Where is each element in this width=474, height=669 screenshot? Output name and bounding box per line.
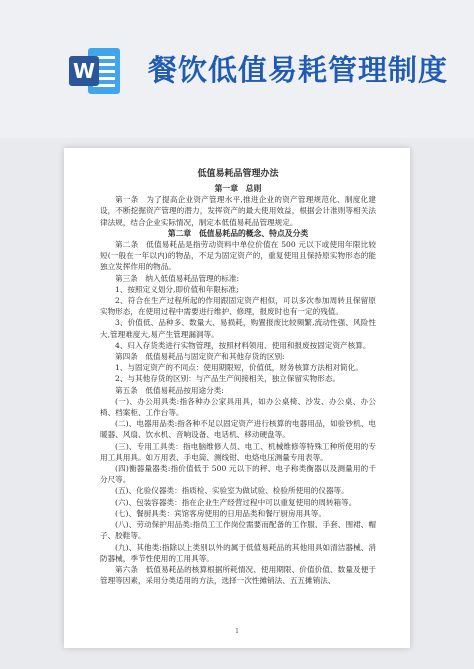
paragraph: 第三条 纳入低值易耗品管理的标准: (115, 273, 240, 283)
paragraph: 第五条 低值易耗品按用途分类: (115, 385, 224, 395)
paragraph: (一)、办公用具类:指各种办公家具用具，如办公桌椅、沙发、办公桌、办公椅、档案柜、工作台等。 (100, 396, 376, 418)
document-body (100, 168, 376, 586)
paragraph: (七)、餐厨具类：宾馆客房使用的日用品类和餐厅厨房用具等。 (115, 508, 326, 518)
document-banner (0, 0, 474, 138)
paragraph: (八)、劳动保护用品类:指员工工作岗位需要而配备的工作服、手套、围裙、帽子、胶鞋等。 (100, 520, 376, 541)
chapter-heading-2: 第二章 低值易耗品的概念、特点及分类 (167, 228, 309, 238)
paragraph: 3、价值低、品种多、数量大、易损耗，购置报废比较频繁,流动性强、风险性大,管理难度大,易产生管理漏洞等。 (100, 318, 376, 339)
document-page (64, 148, 410, 648)
paragraph: 1、按照定义划分,即价值和年限标准; (115, 284, 239, 294)
word-doc-icon (66, 42, 124, 100)
paragraph: 1、与固定资产的不同点：使用期限短，价值低，财务核算方法相对简化。 (115, 363, 363, 373)
chapter-heading-1: 第一章 总则 (214, 184, 262, 193)
paragraph: (五)、化验仪器类：指质检、实验室为做试验、检验所使用的仪器等。 (115, 486, 349, 496)
paragraph: 2、与其他存货的区别：与产品生产间接相关，独立保留实物形态。 (115, 374, 341, 384)
paragraph: 第四条 低值易耗品与固定资产和其他存货的区别: (115, 352, 285, 362)
paragraph: (四)衡器量器类:指价值低于 500 元以下的秤、电子称类衡器以及测量用的千分尺等。 (100, 464, 376, 485)
paragraph: 第六条 低值易耗品的核算根据所耗情况、使用期限、价值价值、数量及便于管理等因素，采用分类适用的方法，选择一次性摊销法、五五摊销法、 (100, 564, 376, 586)
banner-title: 餐饮低值易耗管理制度 (148, 53, 449, 87)
paragraph: 2、符合在生产过程所起的作用跟固定资产相似，可以多次参加周转且保留原实物形态，在使用过程中需要进行维护、修理，报废时也有一定的残值。 (100, 296, 376, 317)
document-title: 低值易耗品管理办法 (197, 169, 279, 179)
paragraph: (二)、电器用品类:指各种不足以固定资产进行核算的电器用品，如验钞机、电暖器、风扇、饮水机、音响设备、电话机、移动硬盘等。 (100, 419, 376, 440)
paragraph: (六)、包装容器类：指在企业生产经营过程中可以重复使用的周转箱等。 (115, 497, 357, 507)
paragraph: (三)、专用工具类：指电脑维修人员、电工、机械维修等特殊工种所使用的专用工具用具。如万用表、手电筒、测线钳、电烙电压测量专用表等。 (100, 441, 376, 462)
page-number: 1 (235, 628, 239, 635)
word-logo-letter: W (72, 59, 96, 83)
paragraph: 第二条 低值易耗品是指劳动资料中单位价值在 500 元以下或使用年限比较短(一般在一年以内)的物品，不足为固定资产的，重复使用且保持原实物形态的能独立发挥作用的物品。 (100, 240, 376, 272)
paragraph: 第一条 为了提高企业资产管理水平,推进企业的资产管理规范化、制度化建设，不断挖掘资产管理的潜力，发挥资产的最大使用效益，根据会计准则等相关法律法规，结合企业实际情况，制定本低值易耗品管理规定。 (100, 195, 376, 227)
paragraph: (九)、其他类:指除以上类别以外的属于低值易耗品的其他用具如清洁器械、消防器械，季节性使用的工用具等。 (100, 542, 376, 563)
paragraph: 4、归入存货类进行实物管理，按照材料领用、使用和报废按固定资产核算。 (115, 340, 371, 350)
